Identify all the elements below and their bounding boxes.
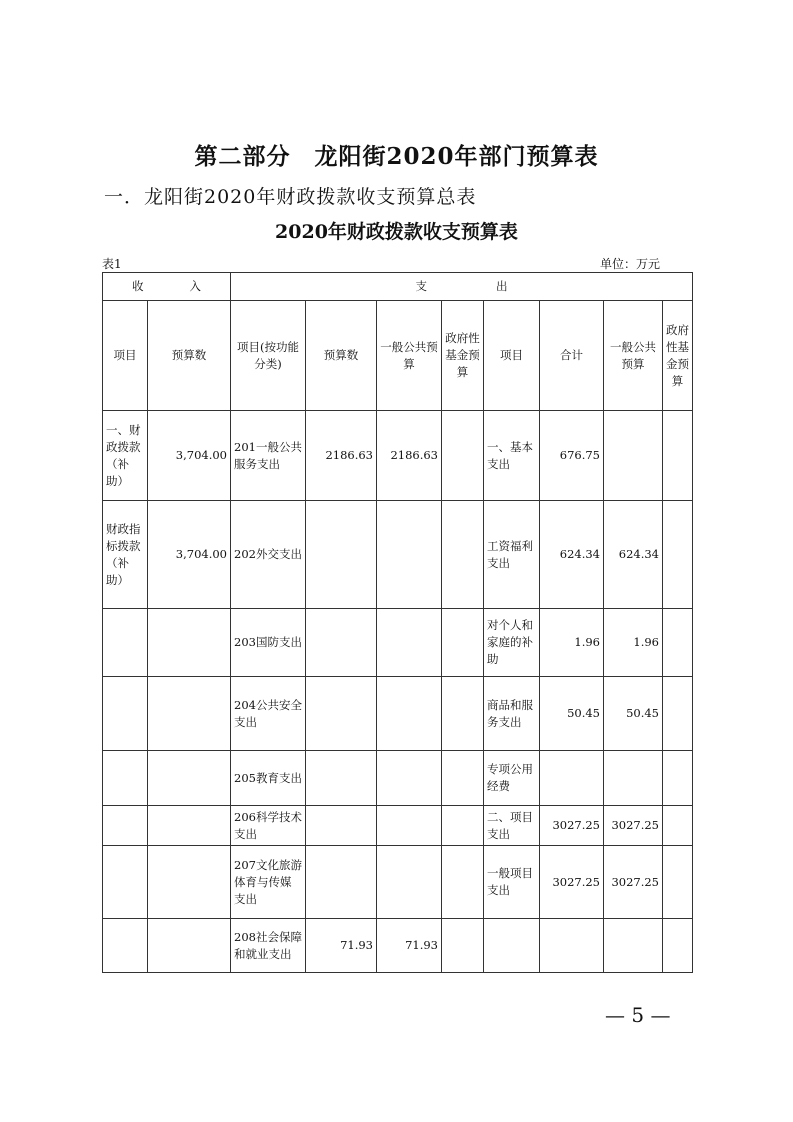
table-cell [442,751,484,806]
table-cell: 3027.25 [540,806,604,846]
table-cell [663,919,693,973]
table-cell: 财政指标拨款（补助） [103,501,148,609]
table-cell [442,846,484,919]
table-cell [442,677,484,751]
table-row [103,919,693,973]
table-cell [148,806,231,846]
table-cell [442,919,484,973]
page-title: 第二部分 龙阳街2020年部门预算表 [194,143,599,170]
income-header: 收 入 [103,273,231,301]
table-cell [306,751,377,806]
table-row [103,677,693,751]
column-header: 预算数 [306,301,377,411]
table-cell [442,806,484,846]
table-cell: 202外交支出 [231,501,306,609]
table-cell: 676.75 [540,411,604,501]
group-header-row [103,273,693,301]
table-cell [306,609,377,677]
table-cell [663,806,693,846]
table-cell [103,677,148,751]
table-cell: 一、基本支出 [484,411,540,501]
table-row [103,609,693,677]
table-cell [148,751,231,806]
section-heading: 一．龙阳街2020年财政拨款收支预算总表 [104,186,477,208]
table-cell: 206科学技术支出 [231,806,306,846]
column-header: 项目 [484,301,540,411]
table-title: 2020年财政拨款收支预算表 [275,221,518,243]
table-cell: 71.93 [377,919,442,973]
column-header: 合计 [540,301,604,411]
table-cell [540,919,604,973]
table-cell: 50.45 [540,677,604,751]
table-cell [604,919,663,973]
table-row [103,846,693,919]
column-header: 项目 [103,301,148,411]
column-header-row [103,301,693,411]
table-cell [377,751,442,806]
column-header: 政府性基金预算 [442,301,484,411]
table-cell [377,501,442,609]
table-cell [663,609,693,677]
expense-header: 支 出 [231,273,693,301]
table-cell [148,677,231,751]
table-row [103,751,693,806]
table-cell [663,411,693,501]
table-cell: 3027.25 [604,806,663,846]
table-cell [103,609,148,677]
table-cell: 一般项目支出 [484,846,540,919]
table-cell [103,806,148,846]
table-cell [306,806,377,846]
table-cell [103,846,148,919]
table-cell: 208社会保障和就业支出 [231,919,306,973]
table-cell: 71.93 [306,919,377,973]
table-cell: 二、项目支出 [484,806,540,846]
table-cell [103,751,148,806]
column-header: 预算数 [148,301,231,411]
table-cell: 3,704.00 [148,501,231,609]
table-cell: 1.96 [604,609,663,677]
table-cell: 工资福利支出 [484,501,540,609]
table-row [103,411,693,501]
table-cell [103,919,148,973]
table-cell [306,677,377,751]
table-cell [663,501,693,609]
table-row [103,501,693,609]
table-cell: 一、财政拨款（补助） [103,411,148,501]
table-cell [148,609,231,677]
table-cell: 201一般公共服务支出 [231,411,306,501]
budget-table [102,272,693,973]
table-cell: 3027.25 [540,846,604,919]
table-cell: 204公共安全支出 [231,677,306,751]
table-cell [377,609,442,677]
table-cell: 207文化旅游体育与传媒支出 [231,846,306,919]
table-cell [442,609,484,677]
table-cell [663,751,693,806]
column-header: 项目(按功能分类) [231,301,306,411]
page-number: — 5 — [605,1003,671,1027]
column-header: 一般公共预算 [377,301,442,411]
table-cell: 对个人和家庭的补助 [484,609,540,677]
table-cell [306,501,377,609]
table-cell: 205教育支出 [231,751,306,806]
table-cell [442,501,484,609]
table-cell [148,846,231,919]
unit-label: 单位：万元 [600,257,661,271]
table-cell [604,751,663,806]
table-cell [604,411,663,501]
table-cell: 624.34 [540,501,604,609]
table-cell: 商品和服务支出 [484,677,540,751]
table-cell: 2186.63 [306,411,377,501]
table-cell [442,411,484,501]
table-row [103,806,693,846]
table-cell: 专项公用经费 [484,751,540,806]
table-cell [306,846,377,919]
table-cell [377,846,442,919]
table-cell: 1.96 [540,609,604,677]
table-cell [663,846,693,919]
table-cell: 3,704.00 [148,411,231,501]
table-cell: 2186.63 [377,411,442,501]
table-cell: 203国防支出 [231,609,306,677]
table-cell: 50.45 [604,677,663,751]
table-cell [377,806,442,846]
table-cell: 3027.25 [604,846,663,919]
table-cell [377,677,442,751]
table-cell [663,677,693,751]
column-header: 一般公共预算 [604,301,663,411]
table-cell: 624.34 [604,501,663,609]
column-header: 政府性基金预算 [663,301,693,411]
table-cell [540,751,604,806]
table-cell [148,919,231,973]
table-cell [484,919,540,973]
table-number: 表1 [102,257,122,271]
